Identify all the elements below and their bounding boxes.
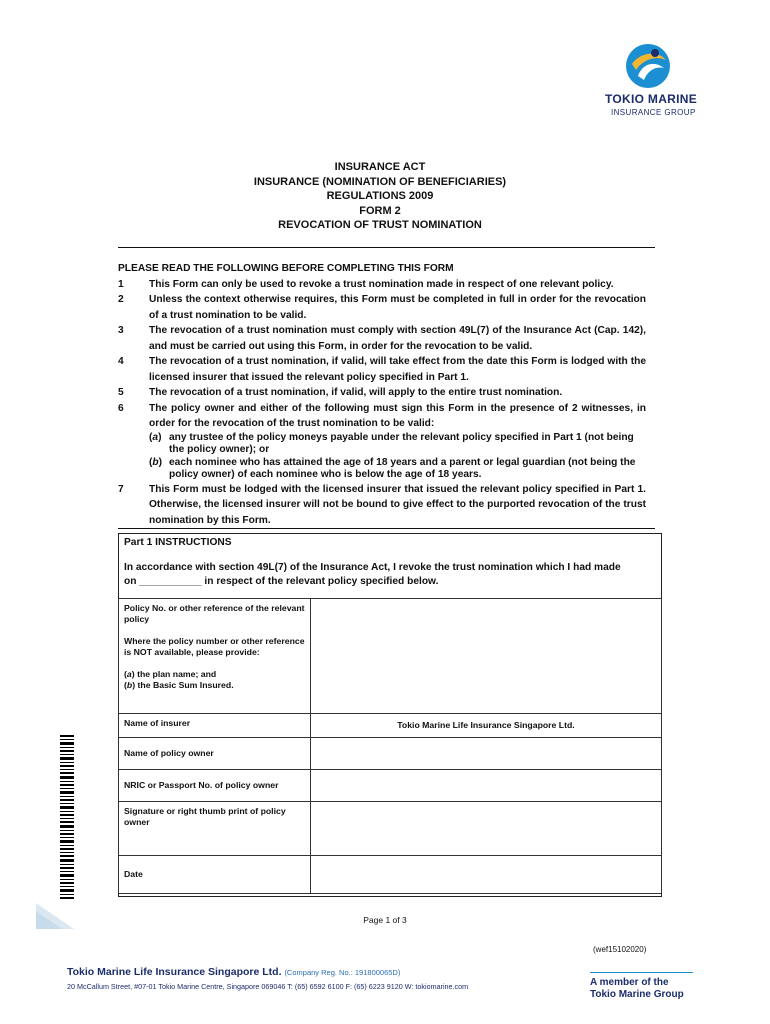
policy-details-table [118, 598, 662, 894]
title-line: INSURANCE (NOMINATION OF BENEFICIARIES) [253, 175, 507, 188]
table-row [119, 770, 662, 802]
footer-reg: (Company Reg. No.: 191800065D) [284, 968, 401, 977]
note-number: 2 [118, 294, 124, 305]
part1-section [118, 533, 662, 1020]
note-item [118, 277, 646, 293]
owner-name-label: Name of policy owner [119, 738, 311, 770]
intro-line: In accordance with section 49L(7) of the Insurance Act, I revoke the trust nomination which I had made [124, 562, 621, 573]
member-group-text: A member of the Tokio Marine Group [590, 977, 684, 1000]
form-title [120, 160, 640, 233]
page-number: Page 1 of 3 [363, 915, 407, 925]
notes-heading: PLEASE READ THE FOLLOWING BEFORE COMPLETING THIS FORM [118, 263, 454, 274]
tokio-marine-logo-icon [624, 42, 672, 90]
logo-wordmark: TOKIO MARINE [605, 92, 698, 106]
note-number: 7 [118, 483, 124, 495]
subitem-label: (a) [149, 431, 162, 443]
intro-line-date-blank[interactable]: on ___________ in respect of the relevant policy specified below. [124, 576, 439, 587]
note-text: Unless the context otherwise requires, this Form must be completed in full in order for the revocation of a trust nomination to be valid. [149, 294, 646, 321]
member-divider [590, 972, 693, 973]
subitem-label: (b) [149, 456, 163, 468]
note-number: 1 [118, 278, 124, 290]
note-text: The revocation of a trust nomination, if valid, will apply to the entire trust nomination. [149, 387, 563, 398]
policy-number-field[interactable] [311, 599, 662, 714]
footer-address: 20 McCallum Street, #07-01 Tokio Marine Centre, Singapore 069046 T: (65) 6592 6100 F: (65) 6223 9120 W: tokiomarine.com [67, 982, 469, 991]
nric-label: NRIC or Passport No. of policy owner [119, 770, 311, 802]
note-item [118, 354, 646, 385]
subitem-text: each nominee who has attained the age of 18 years and a parent or legal guardian (not being the policy owner) of each nominee who is below the age of 18 years. [169, 456, 636, 480]
barcode-icon [60, 733, 74, 901]
footer-company: Tokio Marine Life Insurance Singapore Ltd. (Company Reg. No.: 191800065D) [67, 966, 401, 978]
date-label: Date [119, 856, 311, 894]
note-subitem [149, 457, 646, 482]
note-item [118, 482, 646, 529]
note-number: 5 [118, 387, 124, 398]
policy-option-a: (a) the plan name; and [124, 669, 217, 679]
table-row [119, 738, 662, 770]
divider [118, 528, 655, 529]
note-number: 4 [118, 356, 124, 367]
insurer-value: Tokio Marine Life Insurance Singapore Ltd. [311, 714, 662, 738]
table-row [119, 856, 662, 894]
title-line: INSURANCE ACT [334, 161, 426, 173]
signature-field[interactable] [311, 802, 662, 856]
table-row [119, 802, 662, 856]
note-text: The policy owner and either of the following must sign this Form in the presence of 2 witnesses, in order for the revocation of the trust nomination to be valid: [149, 402, 646, 429]
owner-name-field[interactable] [311, 738, 662, 770]
note-text: This Form must be lodged with the licensed insurer that issued the relevant policy specified in Part 1. Otherwise, the licensed insurer will not be bound to give effect to the purported revocation of the trust nomination by this Form. [149, 483, 646, 526]
insurer-label: Name of insurer [119, 714, 311, 738]
table-row [119, 599, 662, 714]
table-row [119, 714, 662, 738]
policy-label: Policy No. or other reference of the relevant policy [124, 603, 305, 624]
divider [118, 247, 655, 248]
date-field[interactable] [311, 856, 662, 894]
note-subitem [149, 432, 646, 457]
nric-field[interactable] [311, 770, 662, 802]
note-number: 3 [118, 325, 124, 336]
subitem-text: any trustee of the policy moneys payable under the relevant policy specified in Part 1 (not being the policy owner); or [169, 431, 634, 455]
title-line: FORM 2 [359, 204, 401, 217]
policy-label-cell [119, 599, 311, 714]
title-line: REGULATIONS 2009 [326, 190, 434, 202]
title-line: REVOCATION OF TRUST NOMINATION [278, 219, 482, 231]
form-reference: (wef15102020) [593, 945, 647, 954]
note-text: The revocation of a trust nomination, if valid, will take effect from the date this Form is lodged with the licensed insurer that issued the relevant policy specified in Part 1. [149, 356, 646, 383]
part1-title: Part 1 INSTRUCTIONS [124, 537, 232, 548]
part1-intro [124, 561, 654, 589]
note-text: This Form can only be used to revoke a trust nomination made in respect of one relevant policy. [149, 278, 614, 290]
signature-label: Signature or right thumb print of policy owner [119, 802, 311, 856]
note-item [118, 292, 646, 323]
note-item [118, 323, 646, 354]
instructions-notes [118, 261, 646, 528]
logo-subtitle: INSURANCE GROUP [611, 108, 696, 117]
note-number: 6 [118, 402, 124, 414]
policy-option-b: (b) the Basic Sum Insured. [124, 680, 234, 690]
note-text: The revocation of a trust nomination must comply with section 49L(7) of the Insurance Act (Cap. 142), and must be carried out using this Form, in order for the revocation to be valid. [149, 325, 646, 352]
note-item [118, 401, 646, 482]
policy-note: Where the policy number or other reference is NOT available, please provide: [124, 636, 305, 657]
note-item [118, 385, 646, 401]
